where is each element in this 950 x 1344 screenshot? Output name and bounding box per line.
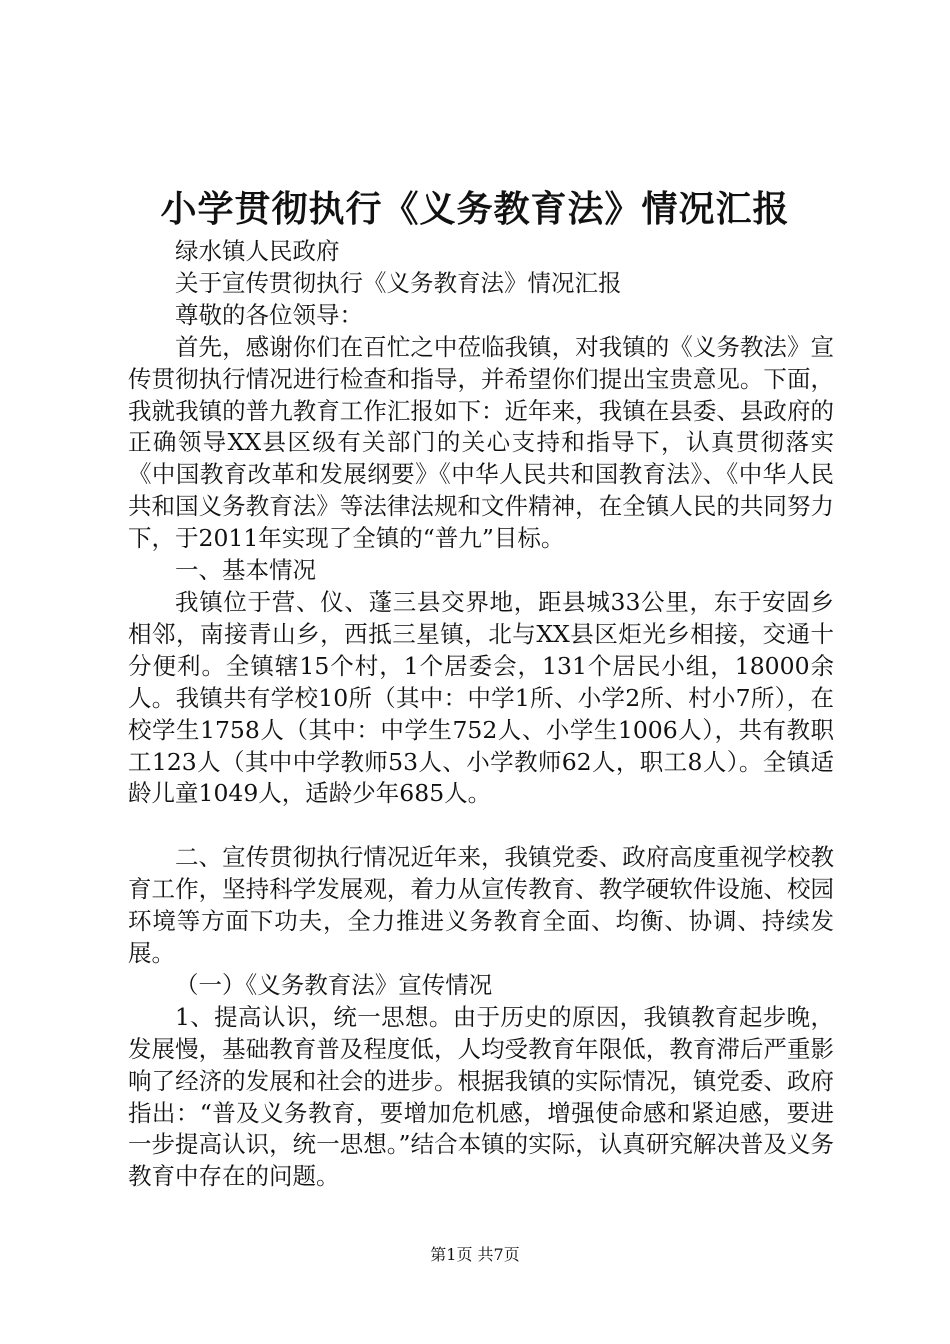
section-heading-basic: 一、基本情况 [175, 556, 316, 585]
paragraph-basic-info: 我镇位于营、仪、蓬三县交界地，距县城33公里，东于安固乡相邻，南接青山乡，西抵三星镇，北与XX县区炬光乡相接，交通十分便利。全镇辖15个村，1个居委会，131个居民小组，18000余人。我镇共有学校10所（其中：中学1所、小学2所、村小7所），在校学生1758人（其中：中学生752人、小学生1006人），共有教职工123人（其中中学教师53人、小学教师62人，职工8人）。全镇适龄儿童1049人，适龄少年685人。 [128, 587, 834, 808]
paragraph-implementation: 二、宣传贯彻执行情况近年来，我镇党委、政府高度重视学校教育工作，坚持科学发展观，着力从宣传教育、教学硬软件设施、校园环境等方面下功夫，全力推进义务教育全面、均衡、协调、持续发展。 [128, 843, 834, 968]
subsection-heading-promotion: （一）《义务教育法》宣传情况 [175, 970, 493, 999]
page-footer: 第1页 共7页 [430, 1245, 520, 1264]
paragraph-awareness: 1、提高认识，统一思想。由于历史的原因，我镇教育起步晚，发展慢，基础教育普及程度低，人均受教育年限低，教育滞后严重影响了经济的发展和社会的进步。根据我镇的实际情况，镇党委、政府指出：“普及义务教育，要增加危机感，增强使命感和紧迫感，要进一步提高认识，统一思想。”结合本镇的实际，认真研究解决普及义务教育中存在的问题。 [128, 1002, 834, 1191]
paragraph-issuer: 绿水镇人民政府 [175, 237, 340, 265]
paragraph-intro: 首先，感谢你们在百忙之中莅临我镇，对我镇的《义务教法》宣传贯彻执行情况进行检查和指导，并希望你们提出宝贵意见。下面，我就我镇的普九教育工作汇报如下：近年来，我镇在县委、县政府的正确领导XX县区级有关部门的关心支持和指导下，认真贯彻落实《中国教育改革和发展纲要》《中华人民共和国教育法》、《中华人民共和国义务教育法》等法律法规和文件精神，在全镇人民的共同努力下，于2011年实现了全镇的“普九”目标。 [128, 332, 834, 553]
paragraph-subject: 关于宣传贯彻执行《义务教育法》情况汇报 [175, 268, 622, 297]
document-title: 小学贯彻执行《义务教育法》情况汇报 [160, 188, 790, 230]
document-body [128, 236, 834, 1193]
paragraph-salutation: 尊敬的各位领导： [175, 300, 363, 329]
